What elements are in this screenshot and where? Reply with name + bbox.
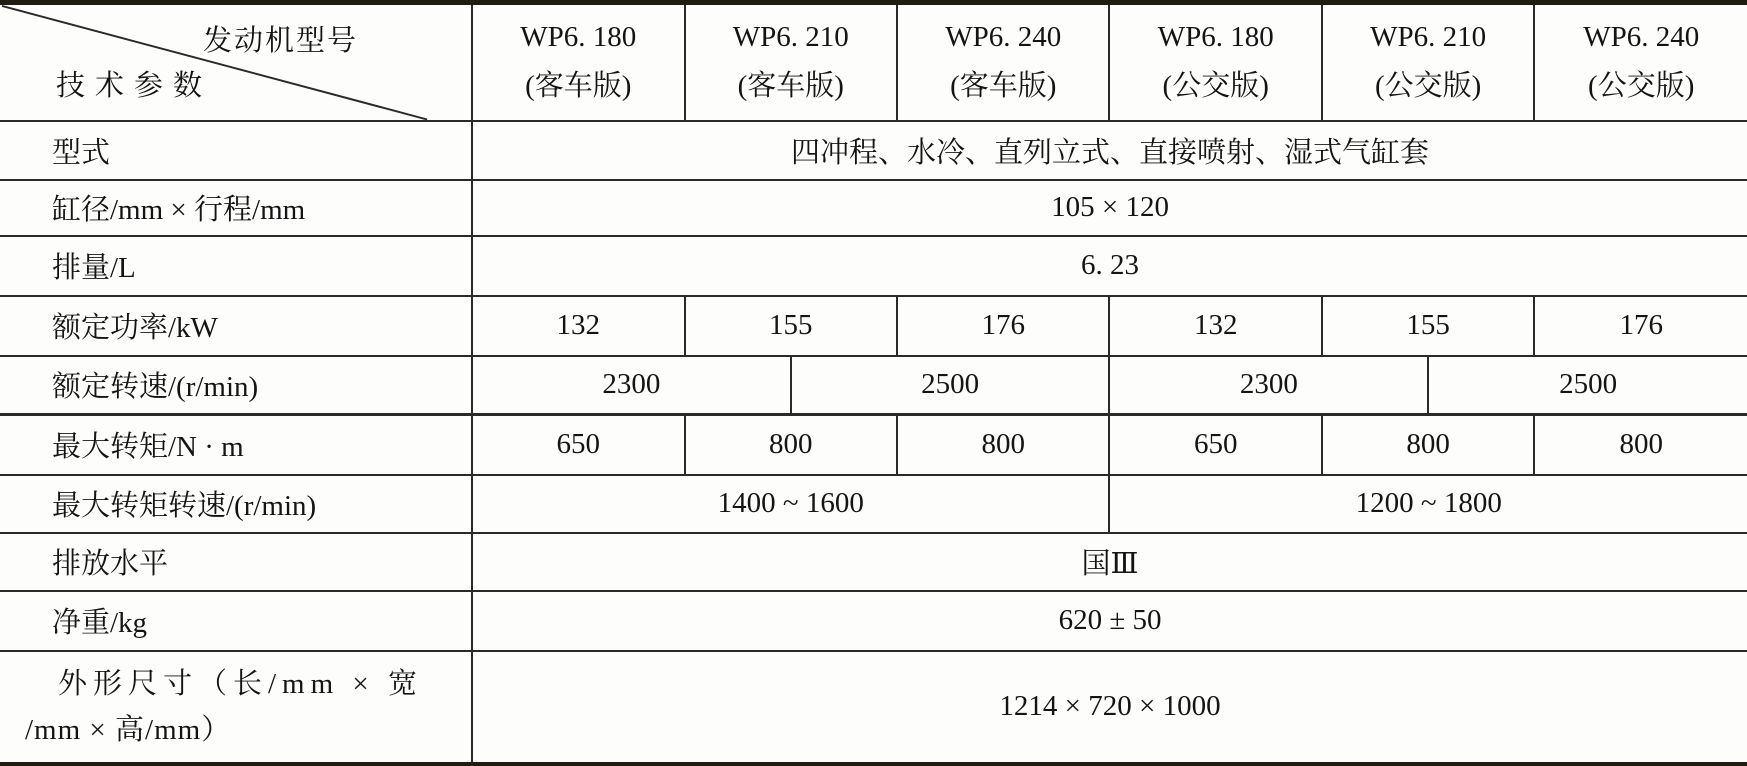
column-header-wp6-180-bus	[1109, 3, 1321, 121]
cell-value: 155	[1322, 296, 1534, 356]
cell-value: 2500	[791, 356, 1110, 415]
column-header-wp6-210-coach	[685, 3, 897, 121]
column-header-wp6-240-bus	[1534, 3, 1747, 121]
row-emission-level	[0, 533, 1747, 591]
model-variant: (客车版)	[737, 70, 844, 103]
model-name: WP6. 180	[520, 21, 637, 54]
row-value: 1214 × 720 × 1000	[472, 651, 1747, 765]
row-displacement	[0, 236, 1747, 296]
cell-value: 1400 ~ 1600	[472, 475, 1109, 533]
column-header-wp6-240-coach	[897, 3, 1109, 121]
header-corner-cell	[0, 3, 472, 121]
row-label: 排量/L	[0, 236, 472, 296]
row-label: 最大转矩转速/(r/min)	[0, 475, 472, 533]
cell-value: 132	[1109, 296, 1321, 356]
row-engine-type	[0, 121, 1747, 180]
row-label: 缸径/mm × 行程/mm	[0, 180, 472, 236]
model-name: WP6. 210	[732, 21, 849, 54]
cell-value: 155	[685, 296, 897, 356]
cell-value: 2300	[1109, 356, 1428, 415]
row-max-torque-speed	[0, 475, 1747, 533]
row-label: 额定转速/(r/min)	[0, 356, 472, 415]
header-row	[0, 3, 1747, 121]
cell-value: 1200 ~ 1800	[1109, 475, 1747, 533]
model-variant: (公交版)	[1162, 70, 1269, 103]
column-header-wp6-180-coach	[472, 3, 684, 121]
row-value: 国Ⅲ	[472, 533, 1747, 591]
corner-label-engine-model: 发动机型号	[203, 25, 359, 57]
cell-value: 800	[1534, 415, 1747, 475]
row-rated-power	[0, 296, 1747, 356]
row-label: 排放水平	[0, 533, 472, 591]
row-label-line2: /mm × 高/mm）	[25, 713, 232, 746]
row-max-torque	[0, 415, 1747, 475]
model-name: WP6. 180	[1157, 21, 1274, 54]
model-variant: (客车版)	[525, 70, 632, 103]
cell-value: 176	[897, 296, 1109, 356]
cell-value: 650	[1109, 415, 1321, 475]
cell-value: 800	[685, 415, 897, 475]
cell-value: 2500	[1428, 356, 1747, 415]
row-label: 净重/kg	[0, 591, 472, 651]
cell-value: 800	[897, 415, 1109, 475]
row-bore-stroke	[0, 180, 1747, 236]
row-label	[0, 651, 472, 765]
row-label: 额定功率/kW	[0, 296, 472, 356]
cell-value: 132	[472, 296, 684, 356]
row-value: 620 ± 50	[472, 591, 1747, 651]
row-rated-speed	[0, 356, 1747, 415]
model-name: WP6. 240	[1583, 21, 1700, 54]
cell-value: 800	[1322, 415, 1534, 475]
corner-label-tech-params: 技术参数	[56, 69, 213, 102]
row-label: 型式	[0, 121, 472, 180]
cell-value: 176	[1534, 296, 1747, 356]
row-value: 四冲程、水冷、直列立式、直接喷射、湿式气缸套	[472, 121, 1747, 180]
cell-value: 2300	[472, 356, 791, 415]
row-net-weight	[0, 591, 1747, 651]
row-value: 105 × 120	[472, 180, 1747, 236]
row-label: 最大转矩/N · m	[0, 415, 472, 475]
model-variant: (客车版)	[950, 70, 1057, 103]
row-label-line1: 外形尺寸（长/mm × 宽	[58, 667, 424, 700]
cell-value: 650	[472, 415, 684, 475]
model-name: WP6. 240	[945, 21, 1062, 54]
model-variant: (公交版)	[1375, 70, 1482, 103]
model-variant: (公交版)	[1588, 70, 1695, 103]
row-overall-dimensions	[0, 651, 1747, 765]
column-header-wp6-210-bus	[1322, 3, 1534, 121]
model-name: WP6. 210	[1370, 21, 1487, 54]
row-value: 6. 23	[472, 236, 1747, 296]
